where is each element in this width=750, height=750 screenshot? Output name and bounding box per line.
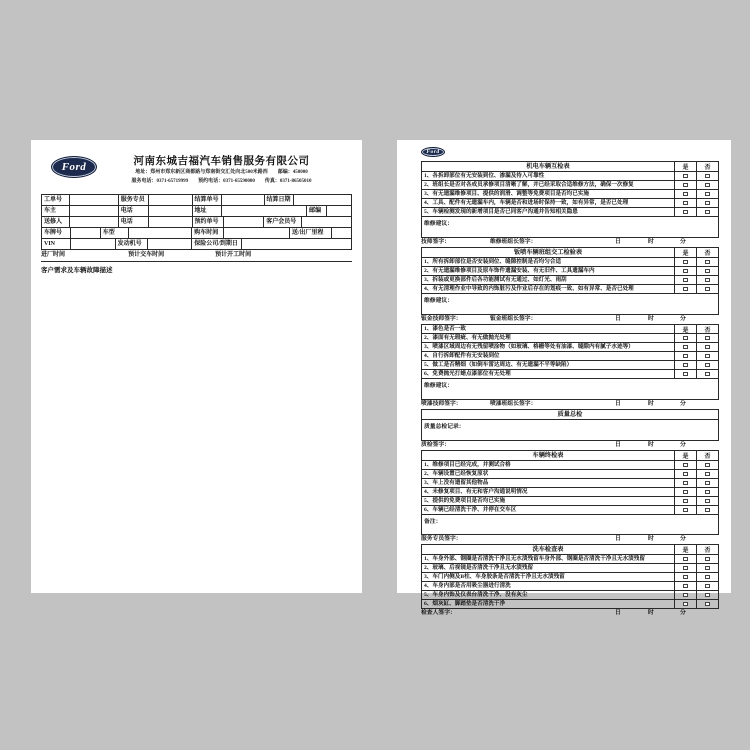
checkbox-yes [683, 566, 688, 571]
left-page-header [31, 140, 362, 186]
checklist-row [422, 276, 718, 285]
checklist-row [422, 343, 718, 352]
yes-cell [674, 267, 696, 275]
checklist-item-label: 2、玻璃、后视镜是否清洗干净且无水渍残留 [424, 565, 534, 571]
section-bodypaint-handover-check [421, 247, 719, 315]
yes-cell [674, 600, 696, 608]
checklist-item-label: 6、烟灰缸、脚踏垫是否清洗干净 [424, 601, 506, 607]
yes-cell [674, 208, 696, 216]
checklist-item-label: 6、免费抛光打蜡点漆部位有无处理 [424, 371, 511, 377]
checklist-content [421, 161, 719, 618]
field-label: 邮编 [306, 206, 326, 216]
paint-foreman-sign-label: 喷漆班组长签字： [490, 401, 537, 407]
checkbox-yes [683, 508, 688, 513]
checklist-item-label: 3、拆装或更换部件后各功能测试有无通过、如灯光、雨刮 [424, 277, 567, 283]
checkbox-yes [683, 499, 688, 504]
yes-cell [674, 573, 696, 581]
no-cell [696, 506, 718, 514]
field-value-blank [148, 206, 192, 216]
yes-cell [674, 334, 696, 342]
minute-label: 分 [680, 239, 686, 245]
checklist-row [422, 181, 718, 190]
section-title: 洗车检查表 [532, 546, 564, 553]
yes-cell [674, 582, 696, 590]
field-label: 预计开工时间 [215, 252, 252, 258]
field-label: 进厂时间 [41, 252, 66, 258]
field-value-blank [69, 206, 118, 216]
yes-cell [674, 555, 696, 563]
wash-checker-sign-label: 检查人签字： [421, 610, 456, 616]
ford-logo-small [421, 147, 445, 157]
checkbox-no [705, 593, 710, 598]
field-label: 送修人 [44, 219, 63, 225]
checkbox-yes [683, 210, 688, 215]
yes-cell [674, 488, 696, 496]
checklist-item-label: 2、有无遗漏维修项目及原车饰件遗漏安装、有无旧件、工具遗漏车内 [424, 268, 595, 274]
signature-row [421, 400, 719, 409]
day-label: 日 [615, 239, 621, 245]
field-label: VIN [44, 241, 56, 247]
checklist-row [422, 208, 718, 217]
yes-cell [674, 181, 696, 189]
day-label: 日 [615, 536, 621, 542]
field-value-blank [148, 217, 192, 227]
day-label: 日 [615, 610, 621, 616]
checkbox-no [705, 566, 710, 571]
field-label: 结算日期 [264, 195, 293, 205]
checklist-row [422, 564, 718, 573]
checklist-item-label: 3、车门内侧及B柱、车身胶条是否清洗干净且无水渍残留 [424, 574, 565, 580]
technician-sign-label: 技师签字： [421, 239, 450, 245]
checkbox-yes [683, 602, 688, 607]
yes-column-header: 是 [674, 325, 696, 333]
checklist-row [422, 479, 718, 488]
yes-cell [674, 285, 696, 293]
field-label: 电话 [118, 206, 148, 216]
checklist-item-label: 3、车上没有遗留其他物品 [424, 480, 489, 486]
field-value-blank [69, 195, 118, 205]
field-value-blank [221, 195, 264, 205]
yes-cell [674, 190, 696, 198]
signature-row [421, 315, 719, 324]
yes-cell [674, 506, 696, 514]
day-label: 日 [615, 401, 621, 407]
checklist-item-label: 3、喷漆区域周边有无残留喷涂物（如玻璃、格栅等处有油漆、缝隙内有腻子水迹等） [424, 344, 634, 350]
no-cell [696, 564, 718, 572]
checkbox-yes [683, 481, 688, 486]
section-header [422, 545, 718, 555]
checklist-item-label: 4、有无清理作业中导致的内饰脏污及作业后存在的划痕一致、如有异常、是否已处理 [424, 286, 634, 292]
complaint-section-label: 客户需求及车辆故障描述 [41, 267, 113, 274]
checklist-item-label: 1、所有拆卸部位是否安装到位、缝隙控制是否均匀合适 [424, 259, 562, 265]
no-cell [696, 208, 718, 216]
yes-cell [674, 276, 696, 284]
inspector-sign-label: 质检签字： [421, 442, 450, 448]
checklist-row [422, 361, 718, 370]
checklist-item-label: 2、车辆设置已经恢复原状 [424, 471, 489, 477]
field-label: 预约单号 [192, 217, 224, 227]
field-label: 车型 [100, 228, 128, 238]
signature-row [421, 535, 719, 544]
field-value-blank [148, 195, 192, 205]
minute-label: 分 [680, 610, 686, 616]
no-cell [696, 470, 718, 478]
checklist-item-label: 1、维修项目已经完成，并测试合格 [424, 462, 511, 468]
checkbox-yes [683, 201, 688, 206]
hour-label: 时 [648, 316, 654, 322]
field-value-blank [301, 217, 351, 227]
checkbox-no [705, 269, 710, 274]
no-cell [696, 591, 718, 599]
section-quality-general-inspection [421, 409, 719, 441]
field-value-blank [223, 217, 263, 227]
checkbox-yes [683, 363, 688, 368]
info-row-sender [42, 216, 351, 227]
no-cell [696, 181, 718, 189]
field-label: 电话 [118, 217, 148, 227]
checkbox-no [705, 287, 710, 292]
minute-label: 分 [680, 442, 686, 448]
checklist-row [422, 497, 718, 506]
section-paint-quality-check [421, 324, 719, 400]
section-mechanical-mutual-check [421, 161, 719, 238]
yes-column-header: 是 [674, 248, 696, 257]
hour-label: 时 [648, 536, 654, 542]
painter-sign-label: 喷漆技师签字： [421, 401, 462, 407]
checkbox-yes [683, 269, 688, 274]
section-header [422, 248, 718, 258]
no-cell [696, 600, 718, 608]
yes-column-header: 是 [674, 162, 696, 171]
hour-label: 时 [648, 610, 654, 616]
checklist-item-label: 4、自行拆卸配件有无安装到位 [424, 353, 500, 359]
no-cell [696, 582, 718, 590]
checklist-item-label: 4、工具、配件有无遗漏车内，车辆是否和进场时保持一致，如有异常，是否已处理 [424, 200, 629, 206]
field-value-blank [293, 195, 351, 205]
field-label: 预计交车时间 [128, 252, 165, 258]
no-cell [696, 370, 718, 378]
day-label: 日 [615, 442, 621, 448]
no-column-header: 否 [696, 545, 718, 554]
checkbox-no [705, 174, 710, 179]
field-label: 结算单号 [192, 195, 221, 205]
no-cell [696, 172, 718, 180]
checklist-item-label: 2、漆面有无瑕疵、有无做抛光处理 [424, 335, 511, 341]
service-advisor-sign-label: 服务专员签字： [421, 536, 462, 542]
section-header [422, 410, 718, 420]
checklist-row [422, 370, 718, 379]
checkbox-no [705, 336, 710, 341]
checklist-row [422, 285, 718, 294]
note-box: 备注： [424, 519, 442, 525]
no-cell [696, 555, 718, 563]
checklist-row [422, 190, 718, 199]
field-label: 地址 [192, 206, 221, 216]
company-name: 河南东城吉福汽车销售服务有限公司 [133, 156, 310, 167]
checkbox-no [705, 363, 710, 368]
yes-column-header: 是 [674, 545, 696, 554]
checkbox-no [705, 463, 710, 468]
field-value-blank [70, 228, 100, 238]
yes-cell [674, 258, 696, 266]
no-cell [696, 267, 718, 275]
checkbox-no [705, 210, 710, 215]
checkbox-yes [683, 336, 688, 341]
bodyshop-foreman-sign-label: 钣金班组长签字： [490, 316, 537, 322]
checkbox-yes [683, 260, 688, 265]
repair-advice-box: 维修建议： [424, 221, 453, 227]
checkbox-yes [683, 593, 688, 598]
checkbox-no [705, 575, 710, 580]
dealer-header-text [97, 153, 352, 186]
checklist-row [422, 555, 718, 564]
checklist-row [422, 488, 718, 497]
day-label: 日 [615, 316, 621, 322]
section-title: 机电车辆互检表 [526, 163, 570, 170]
yes-column-header: 是 [674, 451, 696, 460]
yes-cell [674, 461, 696, 469]
checklist-item-label: 1、各拆卸部位有无安装到位、渗漏及待入可靠性 [424, 173, 545, 179]
checkbox-no [705, 602, 710, 607]
section-title: 车辆终检表 [532, 452, 564, 459]
no-column-header: 否 [696, 325, 718, 333]
checkbox-no [705, 192, 710, 197]
yes-cell [674, 172, 696, 180]
dealer-address-line: 地址：郑州市郑东新区商都路与郑南街交汇处向北500米路西 邮编：450000 [135, 170, 308, 175]
yes-cell [674, 352, 696, 360]
checkbox-no [705, 260, 710, 265]
no-cell [696, 343, 718, 351]
checklist-item-label: 1、车身外部、钢圈是否清洗干净且无水渍残留车身外部、钢圈是否清洗干净且无水渍残留 [424, 556, 645, 562]
field-label: 车牌号 [44, 230, 63, 236]
checklist-item-label: 5、车辆检测发现的新增项目是否已同客户沟通并告知相关隐患 [424, 209, 578, 215]
dealer-phone-line: 服务电话：0371-65719999 预约电话：0371-65590000 传真：0371-86505010 [131, 179, 312, 184]
checklist-row [422, 172, 718, 181]
yes-cell [674, 343, 696, 351]
checklist-item-label: 4、车身内部是否用吸尘器进行清洗 [424, 583, 511, 589]
yes-cell [674, 199, 696, 207]
no-column-header: 否 [696, 248, 718, 257]
checklist-row [422, 258, 718, 267]
checkbox-no [705, 201, 710, 206]
foreman-sign-label: 维修班组长签字： [490, 239, 537, 245]
field-label: 服务专员 [118, 195, 148, 205]
checkbox-yes [683, 354, 688, 359]
field-label: 发动机号 [115, 239, 148, 249]
hour-label: 时 [648, 401, 654, 407]
no-cell [696, 479, 718, 487]
checkbox-no [705, 481, 710, 486]
section-final-vehicle-check [421, 450, 719, 535]
checkbox-yes [683, 472, 688, 477]
no-cell [696, 199, 718, 207]
checkbox-no [705, 278, 710, 283]
yes-cell [674, 361, 696, 369]
no-cell [696, 488, 718, 496]
checklist-item-label: 5、提供的免费项目是否均已实施 [424, 498, 506, 504]
yes-cell [674, 564, 696, 572]
checklist-row [422, 267, 718, 276]
checkbox-yes [683, 463, 688, 468]
no-cell [696, 285, 718, 293]
field-value-blank [147, 239, 191, 249]
repair-advice-box: 维修建议： [424, 383, 453, 389]
checkbox-no [705, 354, 710, 359]
checklist-row [422, 600, 718, 608]
checklist-row [422, 506, 718, 515]
signature-row [421, 238, 719, 247]
quality-record-box: 质量总检记录： [424, 424, 465, 430]
checkbox-no [705, 490, 710, 495]
checklist-item-label: 3、有无遗漏维修项目、提供的润滑、调整等免费项目是否均已实施 [424, 191, 590, 197]
checkbox-yes [683, 183, 688, 188]
field-label: 车主 [44, 208, 57, 214]
field-value-blank [331, 228, 351, 238]
field-value-blank [128, 228, 192, 238]
field-value-blank [326, 206, 351, 216]
signature-row [421, 441, 719, 450]
checkbox-yes [683, 174, 688, 179]
info-row-vin [42, 238, 351, 249]
checkbox-yes [683, 584, 688, 589]
checklist-item-label: 5、做工是否精细（如倒车雷达周边、有无遗漏不平等缺陷） [424, 362, 573, 368]
checkbox-yes [683, 490, 688, 495]
checklist-item-label: 1、漆色是否一致 [424, 326, 466, 332]
checklist-row [422, 582, 718, 591]
no-cell [696, 334, 718, 342]
yes-cell [674, 470, 696, 478]
checklist-item-label: 6、车辆已经清洗干净、并停在交车区 [424, 507, 517, 513]
yes-cell [674, 497, 696, 505]
field-value-blank [223, 228, 289, 238]
checkbox-no [705, 345, 710, 350]
field-label: 客户会员号 [263, 217, 301, 227]
checklist-row [422, 591, 718, 600]
ford-logo-text: Ford [426, 149, 440, 155]
field-label: 送/出厂里程 [289, 228, 331, 238]
no-cell [696, 258, 718, 266]
checkbox-no [705, 472, 710, 477]
divider-line [41, 261, 352, 262]
checkbox-yes [683, 575, 688, 580]
section-header [422, 451, 718, 461]
checkbox-yes [683, 372, 688, 377]
checkbox-no [705, 499, 710, 504]
no-cell [696, 352, 718, 360]
field-value-blank [221, 206, 307, 216]
info-row-order [42, 195, 351, 205]
checklist-row [422, 573, 718, 582]
info-row-plate [42, 227, 351, 238]
signature-row [421, 609, 719, 618]
repair-order-page [31, 140, 362, 593]
minute-label: 分 [680, 316, 686, 322]
ford-logo-text: Ford [61, 161, 87, 173]
no-column-header: 否 [696, 451, 718, 460]
field-label: 购车时间 [191, 228, 223, 238]
checklist-item-label: 2、班组长是否对各成员承修项目清晰了解，并已经采取合适维修方法，确保一次修复 [424, 182, 634, 188]
bodyshop-technician-sign-label: 钣金技师签字： [421, 316, 462, 322]
no-cell [696, 361, 718, 369]
checkbox-yes [683, 287, 688, 292]
checkbox-no [705, 557, 710, 562]
info-row-times [41, 251, 352, 260]
minute-label: 分 [680, 401, 686, 407]
ford-logo [51, 156, 97, 178]
section-title: 质量总检 [557, 411, 583, 418]
info-row-owner [42, 205, 351, 216]
checkbox-yes [683, 192, 688, 197]
section-car-wash-check [421, 544, 719, 609]
yes-cell [674, 370, 696, 378]
no-cell [696, 461, 718, 469]
minute-label: 分 [680, 536, 686, 542]
section-header [422, 162, 718, 172]
checkbox-no [705, 584, 710, 589]
field-value-blank [241, 239, 351, 249]
checkbox-no [705, 372, 710, 377]
checklist-row [422, 352, 718, 361]
hour-label: 时 [648, 442, 654, 448]
no-cell [696, 573, 718, 581]
field-value-blank [70, 239, 115, 249]
inspection-checklist-page [397, 140, 731, 616]
checklist-item-label: 5、车身内饰及仪表台清洗干净、没有灰尘 [424, 592, 528, 598]
no-cell [696, 497, 718, 505]
checkbox-yes [683, 278, 688, 283]
field-label: 保险公司/到期日 [191, 239, 241, 249]
hour-label: 时 [648, 239, 654, 245]
checklist-row [422, 199, 718, 208]
yes-cell [674, 479, 696, 487]
repair-advice-box: 维修建议： [424, 298, 453, 304]
checklist-item-label: 4、未修复项目、有无和客户沟通说明情况 [424, 489, 528, 495]
checklist-row [422, 334, 718, 343]
yes-cell [674, 591, 696, 599]
checkbox-no [705, 183, 710, 188]
checkbox-no [705, 508, 710, 513]
checkbox-yes [683, 557, 688, 562]
section-title: 钣喷车辆班组交工检验表 [513, 249, 583, 256]
checklist-row [422, 470, 718, 479]
no-cell [696, 276, 718, 284]
no-cell [696, 190, 718, 198]
field-value-blank [69, 217, 118, 227]
field-label: 工单号 [44, 197, 63, 203]
checklist-row [422, 461, 718, 470]
checklist-row-with-header [422, 325, 718, 334]
no-column-header: 否 [696, 162, 718, 171]
vehicle-info-table [41, 194, 352, 250]
checkbox-yes [683, 345, 688, 350]
